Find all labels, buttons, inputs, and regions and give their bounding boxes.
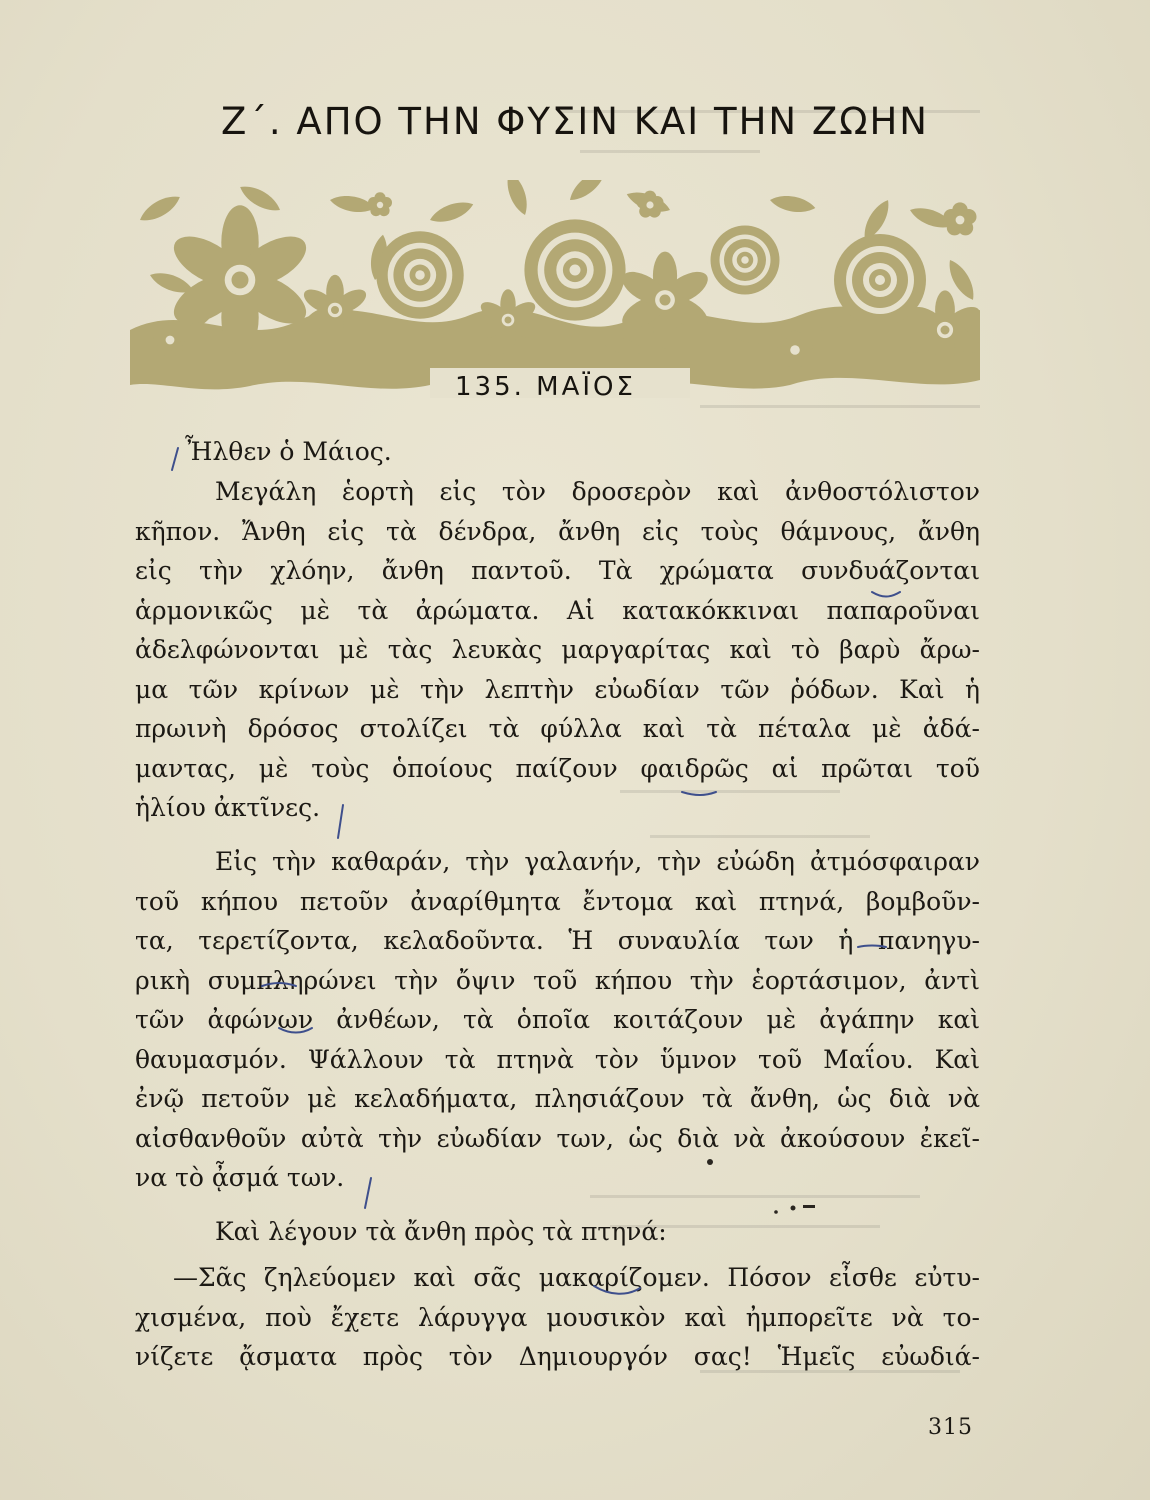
text-line: ἁρμονικῶς μὲ τὰ ἀρώματα. Αἱ κατακόκκιναι παπαροῦναι [135, 595, 980, 625]
text-line: ρικὴ συμπληρώνει τὴν ὄψιν τοῦ κήπου τὴν ἑορτάσιμον, ἀντὶ [135, 965, 980, 995]
paragraph-1 [135, 432, 980, 472]
paragraph-5 [135, 1258, 980, 1377]
text-line: Ἦλθεν ὁ Μάιος. [185, 437, 392, 466]
text-line: κῆπον. Ἄνθη εἰς τὰ δένδρα, ἄνθη εἰς τοὺς θάμνους, ἄνθη [135, 516, 980, 546]
text-line: Εἰς τὴν καθαράν, τὴν γαλανήν, τὴν εὐώδη ἀτμόσφαιραν [215, 847, 980, 876]
text-line: τῶν ἀφώνων ἀνθέων, τὰ ὁποῖα κοιτάζουν μὲ ἀγάπην καὶ [135, 1005, 980, 1034]
lesson-title: 135. ΜΑΪΟΣ [455, 372, 636, 402]
text-line: ἡλίου ἀκτῖνες. [135, 793, 321, 822]
paragraph-2 [135, 472, 980, 828]
paragraph-4 [135, 1212, 980, 1252]
text-line: Καὶ λέγουν τὰ ἄνθη πρὸς τὰ πτηνά: [215, 1217, 667, 1246]
text-line: τοῦ κήπου πετοῦν ἀναρίθμητα ἔντομα καὶ πτηνά, βομβοῦν- [135, 886, 980, 916]
text-line: τα, τερετίζοντα, κελαδοῦντα. Ἡ συναυλία των ἡ πανηγυ- [135, 926, 980, 955]
text-line: αἰσθανθοῦν αὐτὰ τὴν εὐωδίαν των, ὡς διὰ νὰ ἀκούσουν ἐκεῖ- [135, 1123, 980, 1153]
text-line: ἐνῷ πετοῦν μὲ κελαδήματα, πλησιάζουν τὰ ἄνθη, ὡς διὰ νὰ [135, 1084, 980, 1113]
text-line: θαυμασμόν. Ψάλλουν τὰ πτηνὰ τὸν ὕμνον τοῦ Μαΐου. Καὶ [135, 1044, 980, 1074]
text-line: ἀδελφώνονται μὲ τὰς λευκὰς μαργαρίτας καὶ τὸ βαρὺ ἄρω- [135, 635, 980, 664]
text-line: εἰς τὴν χλόην, ἄνθη παντοῦ. Τὰ χρώματα συνδυάζονται [135, 556, 980, 585]
text-line: πρωινὴ δρόσος στολίζει τὰ φύλλα καὶ τὰ πέταλα μὲ ἀδά- [135, 714, 980, 743]
text-line: μα τῶν κρίνων μὲ τὴν λεπτὴν εὐωδίαν τῶν ῥόδων. Καὶ ἡ [135, 674, 980, 704]
floral-border-icon [130, 180, 980, 398]
text-line: μαντας, μὲ τοὺς ὁποίους παίζουν φαιδρῶς αἱ πρῶται τοῦ [135, 753, 980, 783]
text-line: να τὸ ᾆσμά των. [135, 1163, 345, 1192]
text-line: —Σᾶς ζηλεύομεν καὶ σᾶς μακαρίζομεν. Πόσον εἶσθε εὐτυ- [173, 1263, 980, 1292]
text-line: Μεγάλη ἑορτὴ εἰς τὸν δροσερὸν καὶ ἀνθοστόλιστον [215, 477, 980, 506]
paragraph-3 [135, 842, 980, 1198]
chapter-title: Ζ΄. ΑΠΟ ΤΗΝ ΦΥΣΙΝ ΚΑΙ ΤΗΝ ΖΩΗΝ [221, 100, 929, 143]
text-line: νίζετε ᾄσματα πρὸς τὸν Δημιουργόν σας! Ἡμεῖς εὐωδιά- [135, 1342, 980, 1371]
text-line: χισμένα, ποὺ ἔχετε λάρυγγα μουσικὸν καὶ ἠμπορεῖτε νὰ το- [135, 1302, 980, 1332]
page-number: 315 [928, 1415, 973, 1440]
